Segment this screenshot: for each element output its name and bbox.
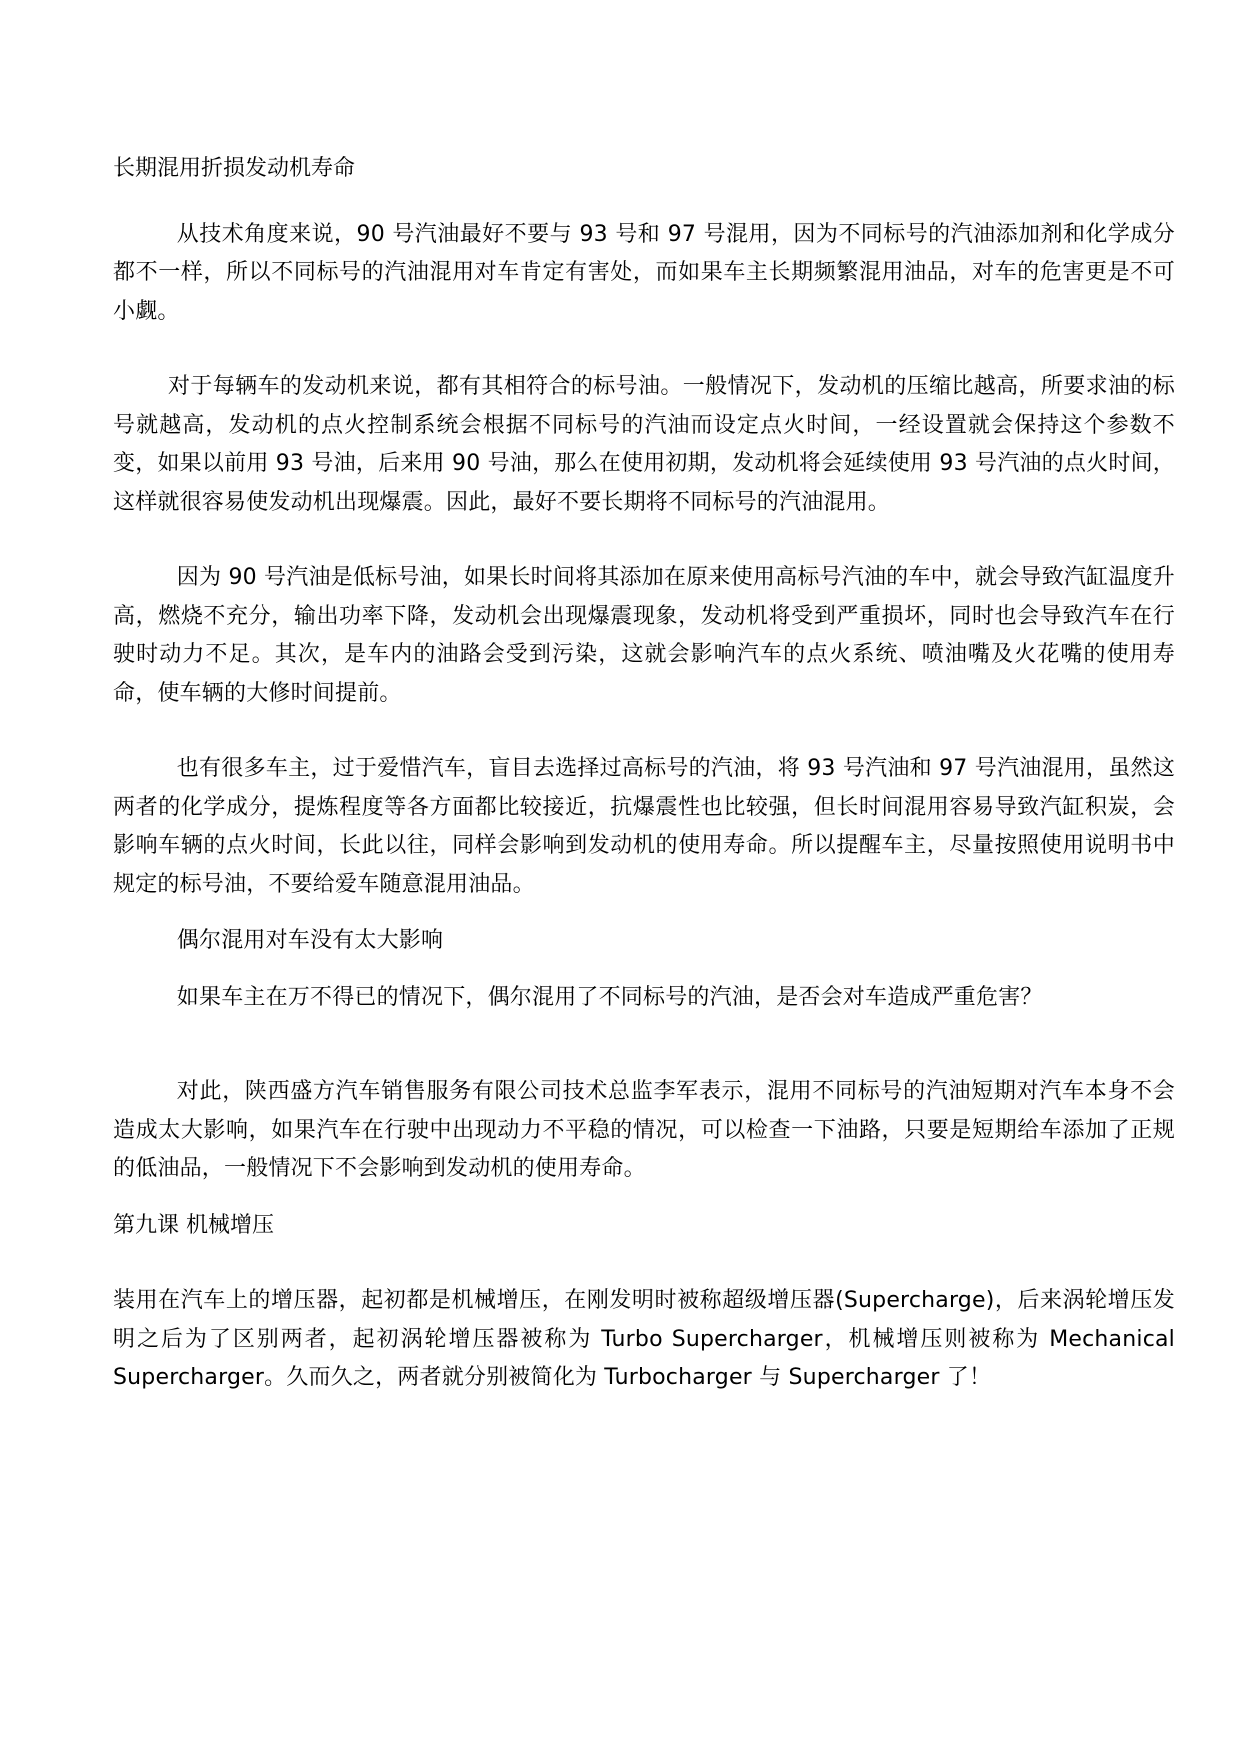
paragraph-low-octane-effects: 因为 90 号汽油是低标号油，如果长时间将其添加在原来使用高标号汽油的车中，就会导致汽缸温度升高，燃烧不充分，输出功率下降，发动机会出现爆震现象，发动机将受到严重损坏，同时也会导致汽车在行驶时动力不足。其次，是车内的油路会受到污染，这就会影响汽车的点火系统、喷油嘴及火花嘴的使用寿命，使车辆的大修时间提前。 xyxy=(113,565,1175,706)
subheading-occasional-mixing: 偶尔混用对车没有太大影响 xyxy=(176,928,444,953)
lesson-title: 第九课 机械增压 xyxy=(113,1212,274,1238)
paragraph-technical-view: 从技术角度来说，90 号汽油最好不要与 93 号和 97 号混用，因为不同标号的汽油添加剂和化学成分都不一样，所以不同标号的汽油混用对车肯定有害处，而如果车主长期频繁混用油品，对车的危害更是不可小觑。 xyxy=(113,221,1175,324)
paragraph-supercharger-history: 装用在汽车上的增压器，起初都是机械增压，在刚发明时被称超级增压器(Supercharge)，后来涡轮增压发明之后为了区别两者，起初涡轮增压器被称为 Turbo Supercharger，机械增压则被称为 Mechanical Supercharger。久而久之，两者就分别被简化为 Turbocharger 与 Supercharger 了！ xyxy=(113,1288,1175,1390)
paragraph-question: 如果车主在万不得已的情况下，偶尔混用了不同标号的汽油，是否会对车造成严重危害？ xyxy=(176,984,1043,1010)
document-body xyxy=(113,150,1175,1398)
paragraph-engine-octane: 对于每辆车的发动机来说，都有其相符合的标号油。一般情况下，发动机的压缩比越高，所要求油的标号就越高，发动机的点火控制系统会根据不同标号的汽油而设定点火时间，一经设置就会保持这个参数不变，如果以前用 93 号油，后来用 90 号油，那么在使用初期，发动机将会延续使用 93 号汽油的点火时间，这样就很容易使发动机出现爆震。因此，最好不要长期将不同标号的汽油混用。 xyxy=(113,374,1175,515)
paragraph-high-octane-mixing: 也有很多车主，过于爱惜汽车，盲目去选择过高标号的汽油，将 93 号汽油和 97 号汽油混用，虽然这两者的化学成分，提炼程度等各方面都比较接近，抗爆震性也比较强，但长时间混用容易导致汽缸积炭，会影响车辆的点火时间，长此以往，同样会影响到发动机的使用寿命。所以提醒车主，尽量按照使用说明书中规定的标号油，不要给爱车随意混用油品。 xyxy=(113,756,1175,897)
paragraph-expert-opinion: 对此，陕西盛方汽车销售服务有限公司技术总监李军表示，混用不同标号的汽油短期对汽车本身不会造成太大影响，如果汽车在行驶中出现动力不平稳的情况，可以检查一下油路，只要是短期给车添加了正规的低油品，一般情况下不会影响到发动机的使用寿命。 xyxy=(113,1079,1175,1181)
section-heading-long-term-mixing: 长期混用折损发动机寿命 xyxy=(113,156,356,181)
